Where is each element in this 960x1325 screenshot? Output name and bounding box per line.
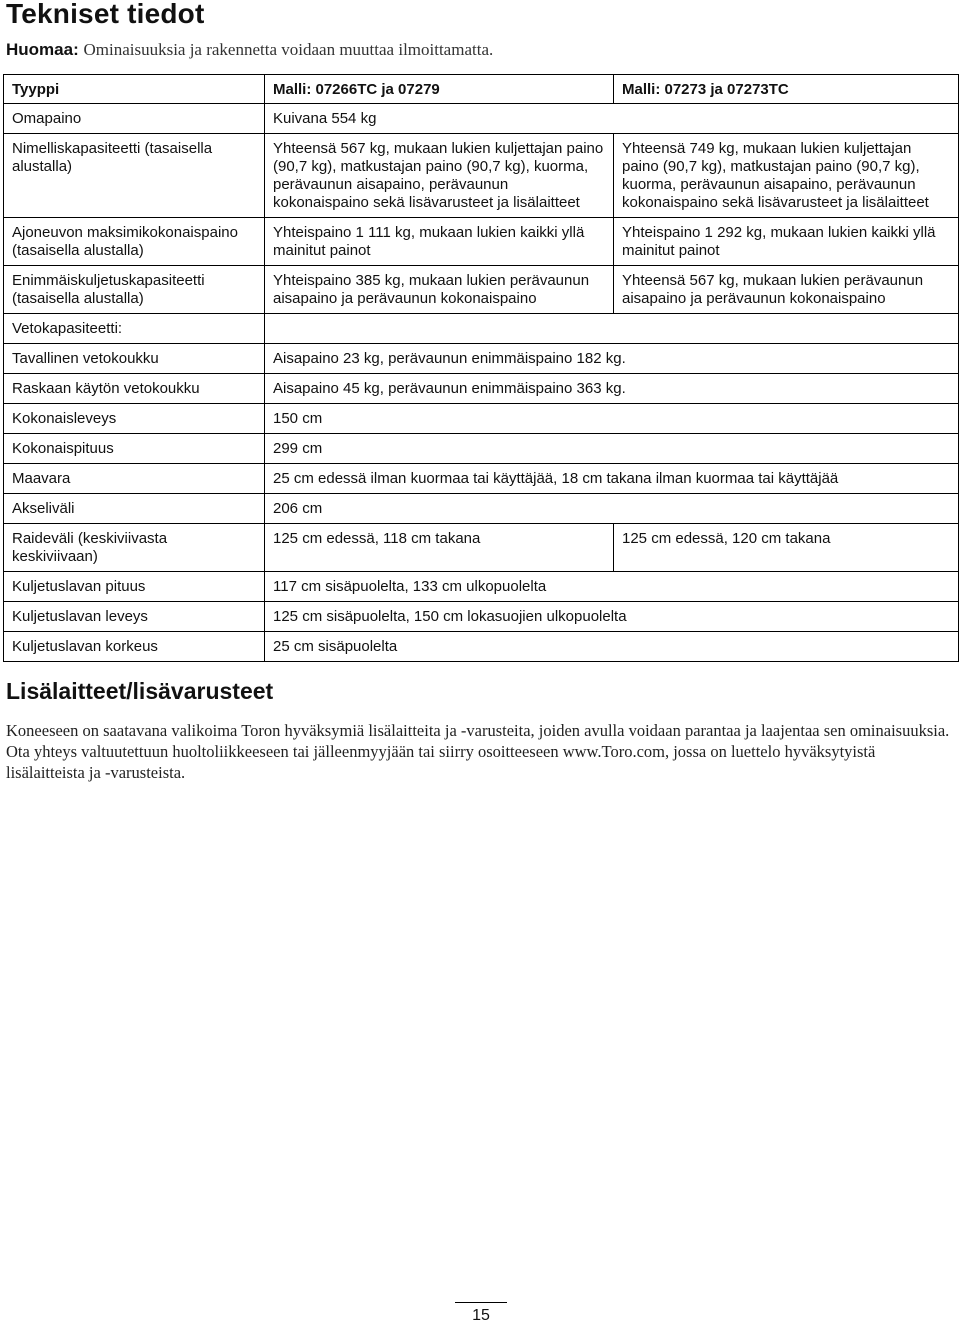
table-row [4, 134, 959, 218]
spec-table [3, 74, 959, 662]
row-label: Omapaino [4, 104, 265, 134]
header-type: Tyyppi [4, 75, 265, 104]
row-value-a: 125 cm edessä, 118 cm takana [265, 524, 614, 572]
table-row [4, 632, 959, 662]
row-value: Kuivana 554 kg [265, 104, 959, 134]
row-label: Nimelliskapasiteetti (tasaisella alustalla) [4, 134, 265, 218]
row-value-b: Yhteispaino 1 292 kg, mukaan lukien kaikki yllä mainitut painot [614, 218, 959, 266]
notice-text: Ominaisuuksia ja rakennetta voidaan muuttaa ilmoittamatta. [83, 40, 494, 59]
row-value: Aisapaino 23 kg, perävaunun enimmäispaino 182 kg. [265, 344, 959, 374]
footer-rule [455, 1302, 507, 1303]
page-number: 15 [472, 1307, 490, 1324]
row-value-b: 125 cm edessä, 120 cm takana [614, 524, 959, 572]
row-value-b: Yhteensä 749 kg, mukaan lukien kuljettajan paino (90,7 kg), matkustajan paino (90,7 kg), kuorma, perävaunun aisapaino, perävaunun kokonaispaino sekä lisävarusteet ja lisälaitteet [614, 134, 959, 218]
row-value: 25 cm edessä ilman kuormaa tai käyttäjää, 18 cm takana ilman kuormaa tai käyttäjää [265, 464, 959, 494]
table-row [4, 266, 959, 314]
table-row [4, 464, 959, 494]
row-value: 125 cm sisäpuolelta, 150 cm lokasuojien ulkopuolelta [265, 602, 959, 632]
row-value: 150 cm [265, 404, 959, 434]
row-label: Maavara [4, 464, 265, 494]
row-label: Kuljetuslavan pituus [4, 572, 265, 602]
row-value-b: Yhteensä 567 kg, mukaan lukien perävaunun aisapaino ja perävaunun kokonaispaino [614, 266, 959, 314]
row-label: Kuljetuslavan korkeus [4, 632, 265, 662]
row-label: Tavallinen vetokoukku [4, 344, 265, 374]
row-value-a: Yhteispaino 385 kg, mukaan lukien perävaunun aisapaino ja perävaunun kokonaispaino [265, 266, 614, 314]
table-row [4, 314, 959, 344]
row-label: Kuljetuslavan leveys [4, 602, 265, 632]
row-value: 25 cm sisäpuolelta [265, 632, 959, 662]
table-row [4, 344, 959, 374]
table-row [4, 404, 959, 434]
table-row [4, 218, 959, 266]
section-paragraph: Koneeseen on saatavana valikoima Toron hyväksymiä lisälaitteita ja -varusteita, joiden avulla voidaan parantaa ja laajentaa sen ominaisuuksia. Ota yhteys valtuutettuun huoltoliikkeeseen tai jälleenmyyjään tai siirry osoitteeseen www.Toro.com, jossa on luettelo hyväksytyistä lisälaitteista ja -varusteista. [6, 721, 950, 782]
row-label: Ajoneuvon maksimikokonaispaino (tasaisella alustalla) [4, 218, 265, 266]
table-row [4, 572, 959, 602]
row-label: Kokonaisleveys [4, 404, 265, 434]
row-value: 206 cm [265, 494, 959, 524]
notice-label: Huomaa: [6, 40, 79, 59]
table-row [4, 434, 959, 464]
row-label: Raideväli (keskiviivasta keskiviivaan) [4, 524, 265, 572]
row-label: Akseliväli [4, 494, 265, 524]
section-heading: Lisälaitteet/lisävarusteet [6, 678, 274, 704]
table-row [4, 494, 959, 524]
row-label: Raskaan käytön vetokoukku [4, 374, 265, 404]
table-row [4, 524, 959, 572]
header-model-b: Malli: 07273 ja 07273TC [614, 75, 959, 104]
row-label: Vetokapasiteetti: [4, 314, 265, 344]
row-value-a: Yhteensä 567 kg, mukaan lukien kuljettajan paino (90,7 kg), matkustajan paino (90,7 kg), kuorma, perävaunun aisapaino, perävaunun kokonaispaino sekä lisävarusteet ja lisälaitteet [265, 134, 614, 218]
table-row [4, 602, 959, 632]
row-label: Kokonaispituus [4, 434, 265, 464]
row-value-empty [265, 314, 959, 344]
row-label: Enimmäiskuljetuskapasiteetti (tasaisella alustalla) [4, 266, 265, 314]
row-value: 117 cm sisäpuolelta, 133 cm ulkopuolelta [265, 572, 959, 602]
row-value: Aisapaino 45 kg, perävaunun enimmäispaino 363 kg. [265, 374, 959, 404]
table-row [4, 374, 959, 404]
table-row [4, 104, 959, 134]
header-model-a: Malli: 07266TC ja 07279 [265, 75, 614, 104]
page-title: Tekniset tiedot [6, 0, 205, 29]
row-value-a: Yhteispaino 1 111 kg, mukaan lukien kaikki yllä mainitut painot [265, 218, 614, 266]
notice [6, 40, 493, 60]
row-value: 299 cm [265, 434, 959, 464]
table-header-row [4, 75, 959, 104]
